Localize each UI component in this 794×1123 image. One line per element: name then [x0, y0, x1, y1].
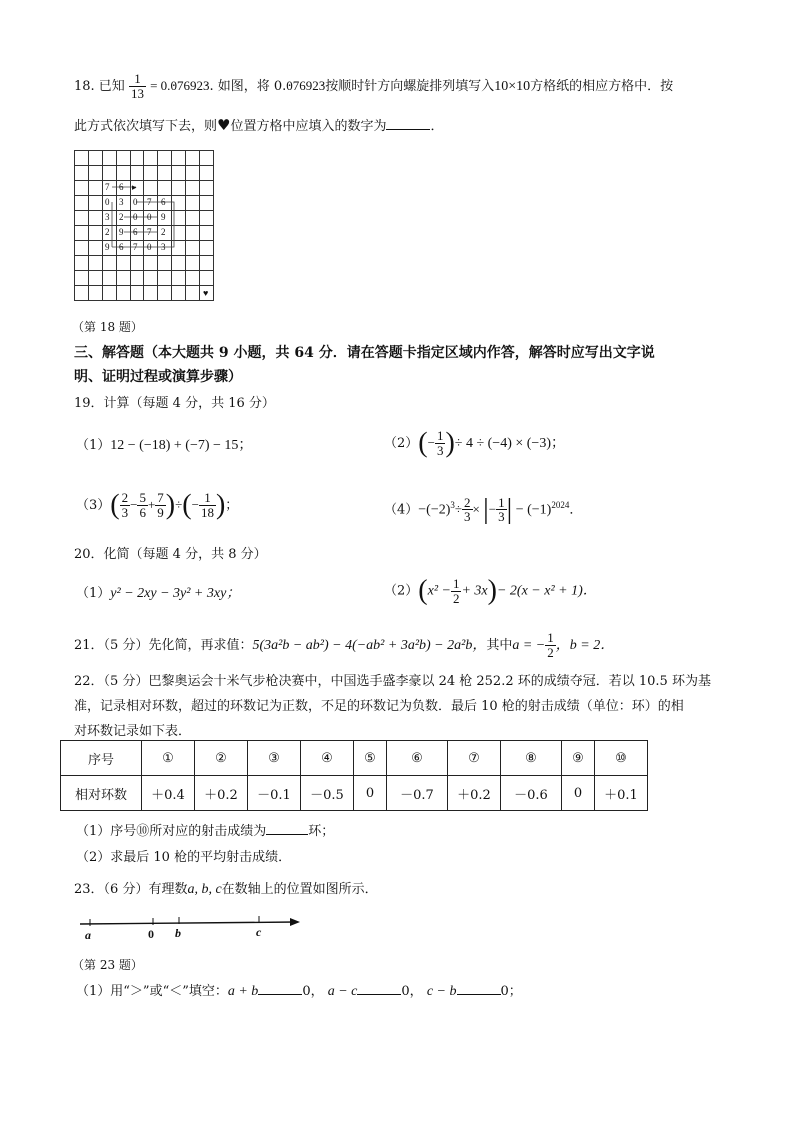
q18-grid-figure — [74, 150, 214, 301]
grid-digit: 9 — [119, 227, 124, 237]
grid-digit: 0 — [147, 242, 152, 252]
q22-line2: 准，记录相对环数，超过的环数记为正数，不足的环数记为负数．最后 10 枪的射击成绩（单位：环）的相 — [74, 699, 684, 714]
q23-line1: 23．（6 分）有理数a, b, c在数轴上的位置如图所示． — [74, 882, 378, 897]
table-cell: ＋0.2 — [195, 776, 248, 811]
fraction: $\frac{5}{6}$ — [139, 490, 146, 520]
table-cell: －0.6 — [501, 776, 562, 811]
fraction: $\frac{2}{3}$ — [464, 494, 471, 525]
table-cell: ＋0.4 — [142, 776, 195, 811]
q22-answer-blank[interactable] — [266, 822, 308, 835]
table-cell: ⑧ — [501, 741, 562, 776]
axis-label-c: c — [256, 925, 262, 939]
grid-digit: 0 — [105, 197, 110, 207]
q23-sub1: （1）用“＞”或“＜”填空：a + b 0， a − c 0， c − b 0； — [76, 984, 522, 999]
grid-digit: 7 — [147, 197, 152, 207]
table-cell: ⑤ — [354, 741, 387, 776]
grid-digit: 7 — [147, 227, 152, 237]
grid-digit: 0 — [133, 212, 138, 222]
table-cell: ③ — [248, 741, 301, 776]
q19-part3: （3）( $\frac{2}{3}$ − $\frac{5}{6}$ + $\frac{7}{9}$ )÷(− $\frac{1}{18}$ )； — [76, 489, 239, 521]
section3-heading-line1: 三、解答题（本大题共 9 小题，共 64 分．请在答题卡指定区域内作答，解答时应写出文字说 — [74, 345, 655, 361]
q18-line2: 此方式依次填写下去，则♥位置方格中应填入的数字为 ． — [74, 116, 444, 134]
table-header: 相对环数 — [61, 776, 142, 811]
q22-sub2: （2）求最后 10 枪的平均射击成绩． — [76, 850, 292, 865]
axis-label-zero: 0 — [148, 927, 154, 941]
heart-icon: ♥ — [203, 288, 209, 298]
q18-line1: 18. 已知 $\frac{1}{13}$ = 0.0 ·76923 ·. 如图，将 0.0 ·76923 ·按顺时针方向螺旋排列填写入10×10方格纸的相应方格中．按 — [74, 66, 673, 106]
grid-digit: 3 — [161, 242, 166, 252]
fraction: $\frac{1}{18}$ — [200, 490, 214, 520]
q18-grid-size: 10×10 — [494, 79, 531, 94]
table-cell: －0.7 — [387, 776, 448, 811]
table-cell: ＋0.1 — [595, 776, 648, 811]
grid-arrow: ▸ — [132, 182, 137, 192]
q23-blank-3[interactable] — [457, 982, 501, 995]
grid-digit: 9 — [161, 212, 166, 222]
q20-part1: （1）y² − 2xy − 3y² + 3xy； — [76, 586, 241, 601]
grid-digit: 6 — [119, 242, 124, 252]
table-header: 序号 — [61, 741, 142, 776]
score-table — [60, 740, 648, 811]
q23-caption: （第 23 题） — [72, 958, 143, 972]
grid-digit: 0 — [147, 212, 152, 222]
fraction: $\frac{1}{3}$ — [436, 428, 444, 458]
grid-digit: 7 — [133, 242, 138, 252]
q19-title: 19．计算（每题 4 分，共 16 分） — [74, 396, 275, 411]
grid-digit: 6 — [119, 182, 124, 192]
q18-caption: （第 18 题） — [72, 320, 143, 334]
grid-digit: 2 — [161, 227, 166, 237]
q19-part4: $(4)-(-2)^3\div$ $\frac{2}{3}$ × |− $\frac{1}{3}$ | − $(-1)^{2024}$． — [384, 493, 583, 525]
table-cell: －0.5 — [301, 776, 354, 811]
grid-digit: 6 — [133, 227, 138, 237]
q18-number: 18. 已知 — [74, 79, 125, 94]
heart-icon: ♥ — [217, 116, 231, 134]
fraction: $\frac{7}{9}$ — [157, 490, 164, 520]
table-cell: ⑦ — [448, 741, 501, 776]
grid-digit: 7 — [105, 182, 110, 192]
section3-heading-line2: 明、证明过程或演算步骤） — [74, 369, 242, 385]
grid-digit: 3 — [105, 212, 110, 222]
q23-blank-2[interactable] — [357, 982, 401, 995]
table-cell: ① — [142, 741, 195, 776]
grid-digit: 2 — [119, 212, 124, 222]
q18-answer-blank[interactable] — [386, 117, 430, 130]
grid-digit: 6 — [161, 197, 166, 207]
q20-title: 20．化简（每题 4 分，共 8 分） — [74, 547, 267, 562]
grid-digit: 9 — [105, 242, 110, 252]
fraction: $\frac{1}{2}$ — [452, 575, 460, 606]
grid-digit: 2 — [105, 227, 110, 237]
table-row — [61, 741, 648, 776]
table-cell: ⑩ — [595, 741, 648, 776]
table-cell: 0 — [562, 776, 595, 811]
table-cell: 0 — [354, 776, 387, 811]
axis-label-b: b — [175, 926, 181, 940]
q19-part2: （2）(− $\frac{1}{3}$ )÷ 4 ÷ (−4) × (−3)； — [384, 427, 565, 459]
table-row — [61, 776, 648, 811]
q22-line3: 对环数记录如下表． — [74, 724, 192, 739]
table-cell: ② — [195, 741, 248, 776]
number-line-figure — [78, 912, 308, 948]
table-cell: ⑨ — [562, 741, 595, 776]
grid-digit: 3 — [119, 197, 124, 207]
fraction: $\frac{1}{2}$ — [547, 630, 554, 660]
q22-sub1: （1）序号⑩所对应的射击成绩为 环； — [76, 824, 335, 839]
q19-part1: （1）12 − (−18) + (−7) − 15； — [76, 438, 253, 453]
spiral-path — [74, 150, 214, 301]
q22-line1: 22．（5 分）巴黎奥运会十米气步枪决赛中，中国选手盛李豪以 24 枪 252.2 环的成绩夺冠．若以 10.5 环为基 — [74, 674, 711, 689]
table-cell: －0.1 — [248, 776, 301, 811]
fraction: $\frac{2}{3}$ — [121, 490, 129, 520]
q18-fraction: $\frac{1}{13}$ — [130, 71, 144, 101]
number-line — [78, 912, 308, 948]
table-cell: ＋0.2 — [448, 776, 501, 811]
q23-blank-1[interactable] — [258, 982, 302, 995]
q21: 21．（5 分）先化简，再求值：5(3a²b − ab²) − 4(−ab² + 3a²b) − 2a²b，其中a = − $\frac{1}{2}$ ，b = 2． — [74, 630, 615, 660]
axis-label-a: a — [85, 928, 91, 942]
fraction: $\frac{1}{3}$ — [498, 494, 505, 525]
q20-part2: （2）(x² − $\frac{1}{2}$ + 3x)− 2(x − x² + 1)． — [384, 575, 597, 606]
table-cell: ④ — [301, 741, 354, 776]
grid-digit: 0 — [133, 197, 138, 207]
table-cell: ⑥ — [387, 741, 448, 776]
